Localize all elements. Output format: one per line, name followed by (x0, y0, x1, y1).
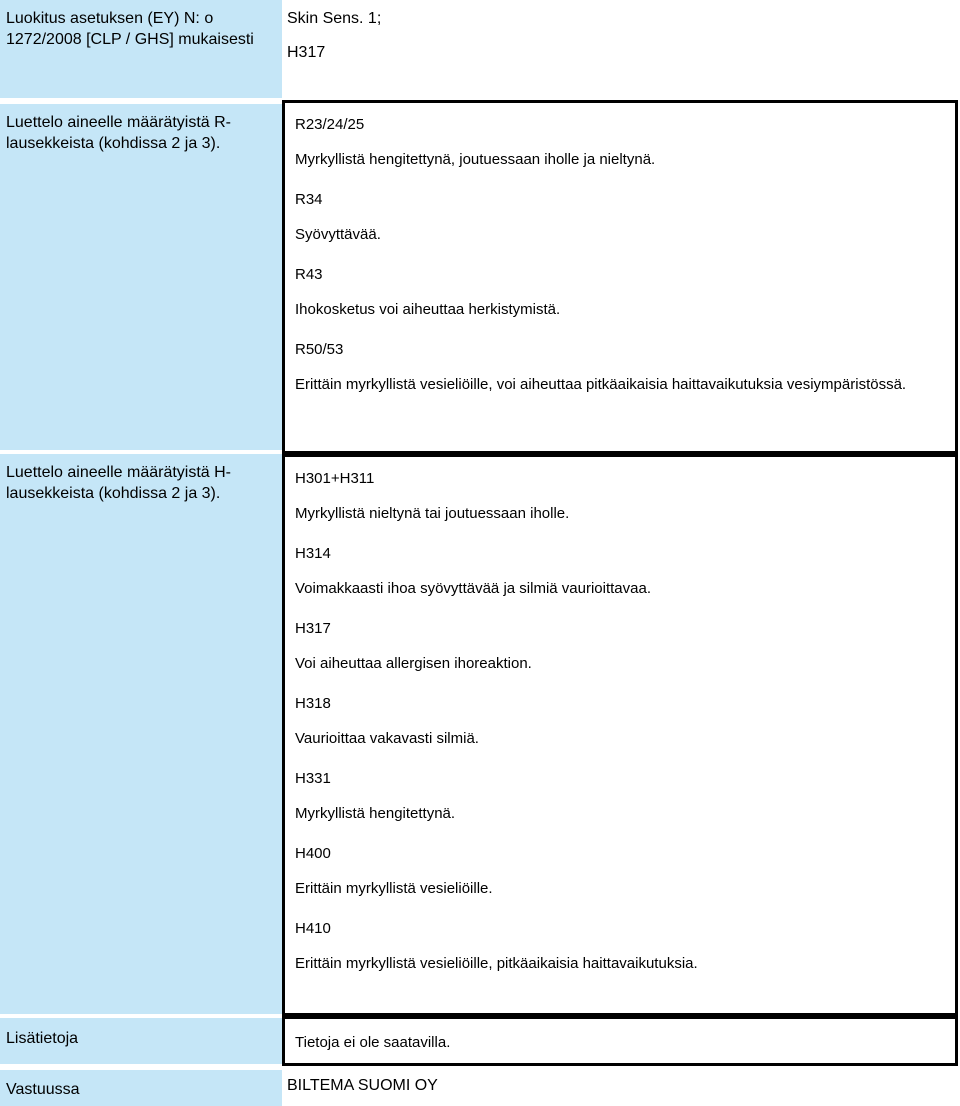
h-phrase-text: Myrkyllistä nieltynä tai joutuessaan iholle. (295, 505, 570, 522)
clp-classification-line-2: H317 (287, 44, 326, 61)
r-phrase-entry (295, 190, 945, 245)
responsible-value: BILTEMA SUOMI OY (287, 1077, 438, 1094)
clp-classification-label: Luokitus asetuksen (EY) N: o 1272/2008 [CLP / GHS] mukaisesti (0, 0, 282, 98)
h-phrase-text: Vaurioittaa vakavasti silmiä. (295, 730, 479, 747)
clp-classification-line-1: Skin Sens. 1; (287, 10, 382, 27)
r-phrase-code: R34 (295, 191, 323, 208)
h-phrases-label: Luettelo aineelle määrätyistä H-lausekkeista (kohdissa 2 ja 3). (0, 454, 282, 1014)
h-phrase-code: H410 (295, 920, 331, 937)
h-phrase-entry (295, 919, 945, 974)
h-phrase-text: Erittäin myrkyllistä vesieliöille, pitkäaikaisia haittavaikutuksia. (295, 955, 698, 972)
h-phrase-entry (295, 469, 945, 524)
r-phrase-code: R43 (295, 266, 323, 283)
h-phrase-entry (295, 694, 945, 749)
h-phrase-entry (295, 844, 945, 899)
r-phrase-text: Myrkyllistä hengitettynä, joutuessaan iholle ja nieltynä. (295, 151, 656, 168)
r-phrase-entry (295, 340, 945, 395)
h-phrase-code: H314 (295, 545, 331, 562)
r-phrase-code: R50/53 (295, 341, 344, 358)
r-phrase-text: Syövyttävää. (295, 226, 381, 243)
r-phrase-text: Erittäin myrkyllistä vesieliöille, voi aiheuttaa pitkäaikaisia haittavaikutuksia vesiympäristössä. (295, 376, 907, 393)
h-phrase-entry (295, 544, 945, 599)
h-phrases-box (282, 454, 958, 1016)
h-phrase-entry (295, 619, 945, 674)
h-phrase-code: H317 (295, 620, 331, 637)
h-phrase-code: H400 (295, 845, 331, 862)
h-phrase-entry (295, 769, 945, 824)
h-phrase-text: Voimakkaasti ihoa syövyttävää ja silmiä vaurioittavaa. (295, 580, 652, 597)
additional-info-value: Tietoja ei ole saatavilla. (295, 1034, 451, 1051)
r-phrases-label: Luettelo aineelle määrätyistä R-lausekkeista (kohdissa 2 ja 3). (0, 104, 282, 450)
h-phrase-text: Erittäin myrkyllistä vesieliöille. (295, 880, 493, 897)
r-phrase-entry (295, 115, 945, 170)
h-phrase-code: H301+H311 (295, 470, 375, 487)
additional-info-label: Lisätietoja (0, 1018, 282, 1064)
h-phrase-code: H318 (295, 695, 331, 712)
r-phrase-text: Ihokosketus voi aiheuttaa herkistymistä. (295, 301, 561, 318)
r-phrase-code: R23/24/25 (295, 116, 365, 133)
h-phrase-code: H331 (295, 770, 331, 787)
h-phrase-text: Voi aiheuttaa allergisen ihoreaktion. (295, 655, 532, 672)
responsible-label: Vastuussa (0, 1070, 282, 1106)
h-phrase-text: Myrkyllistä hengitettynä. (295, 805, 456, 822)
additional-info-box (282, 1016, 958, 1066)
r-phrases-box (282, 100, 958, 454)
r-phrase-entry (295, 265, 945, 320)
